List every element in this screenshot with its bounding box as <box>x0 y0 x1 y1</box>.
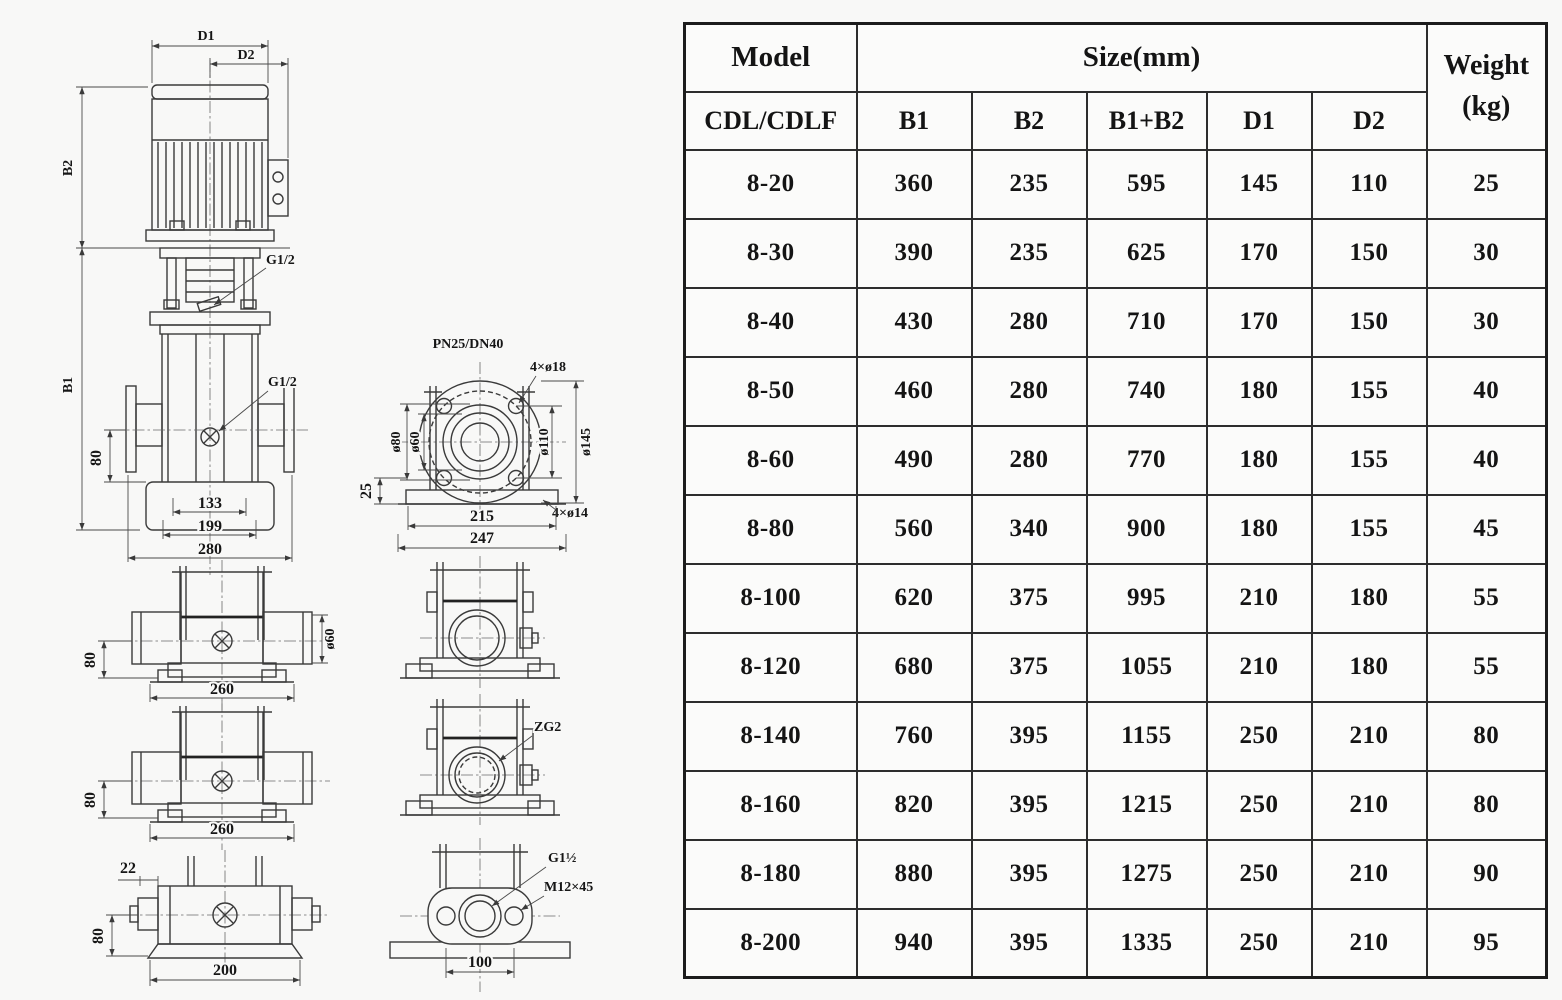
header-weight-unit: (kg) <box>1462 90 1511 122</box>
base-view <box>90 850 330 986</box>
table-cell: 395 <box>972 702 1087 771</box>
table-row <box>685 771 1547 840</box>
dim-280: 280 <box>198 541 222 558</box>
table-row <box>685 495 1547 564</box>
table-row <box>685 426 1547 495</box>
table-row <box>685 288 1547 357</box>
table-cell: 180 <box>1207 495 1312 564</box>
table-header-row-2 <box>685 92 1547 150</box>
table-cell: 560 <box>857 495 972 564</box>
dim-22: 22 <box>120 860 136 877</box>
table-cell: 210 <box>1312 702 1427 771</box>
dim-133: 133 <box>198 495 222 512</box>
table-cell: 80 <box>1427 771 1547 840</box>
port-view-1 <box>400 556 560 688</box>
table-cell: 395 <box>972 840 1087 909</box>
table-cell: 40 <box>1427 426 1547 495</box>
label-m12x45: M12×45 <box>544 880 594 895</box>
table-header-row-1 <box>685 24 1547 92</box>
dim-dia60-row2: ø60 <box>323 628 338 650</box>
table-cell: 95 <box>1427 909 1547 978</box>
port-view-2 <box>400 694 561 825</box>
table-cell: 280 <box>972 426 1087 495</box>
table-cell: 740 <box>1087 357 1207 426</box>
table-cell: 25 <box>1427 150 1547 219</box>
table-cell: 155 <box>1312 357 1427 426</box>
table-cell: 150 <box>1312 288 1427 357</box>
dim-25: 25 <box>358 483 375 499</box>
table-cell: 770 <box>1087 426 1207 495</box>
table-cell: 490 <box>857 426 972 495</box>
header-b2: B2 <box>972 92 1087 150</box>
table-cell: 340 <box>972 495 1087 564</box>
table-cell: 210 <box>1312 771 1427 840</box>
table-cell: 210 <box>1312 909 1427 978</box>
table-cell: 180 <box>1312 633 1427 702</box>
table-cell: 210 <box>1207 564 1312 633</box>
table-cell: 8-30 <box>685 219 857 288</box>
label-g1half: G1½ <box>548 851 577 866</box>
dim-dia60-flange: ø60 <box>408 431 423 453</box>
table-cell: 180 <box>1312 564 1427 633</box>
dim-b1: B1 <box>61 376 76 394</box>
table-cell: 30 <box>1427 288 1547 357</box>
pump-body-view-1 <box>82 560 338 710</box>
dim-80-pump: 80 <box>88 450 105 466</box>
table-cell: 145 <box>1207 150 1312 219</box>
table-cell: 155 <box>1312 426 1427 495</box>
pump-side-view <box>61 29 308 575</box>
table-cell: 395 <box>972 771 1087 840</box>
table-cell: 8-200 <box>685 909 857 978</box>
table-cell: 170 <box>1207 288 1312 357</box>
table-cell: 395 <box>972 909 1087 978</box>
dimension-table <box>683 22 1548 979</box>
table-cell: 250 <box>1207 840 1312 909</box>
table-cell: 250 <box>1207 771 1312 840</box>
dim-260-row2: 260 <box>210 681 234 698</box>
table-row <box>685 219 1547 288</box>
table-row <box>685 633 1547 702</box>
table-row <box>685 702 1547 771</box>
table-cell: 170 <box>1207 219 1312 288</box>
table-cell: 430 <box>857 288 972 357</box>
table-cell: 55 <box>1427 633 1547 702</box>
label-g12-coupling: G1/2 <box>266 253 295 268</box>
table-cell: 360 <box>857 150 972 219</box>
table-cell: 180 <box>1207 357 1312 426</box>
table-cell: 55 <box>1427 564 1547 633</box>
dim-247: 247 <box>470 530 494 547</box>
dim-200: 200 <box>213 962 237 979</box>
table-row <box>685 564 1547 633</box>
table-cell: 940 <box>857 909 972 978</box>
table-cell: 80 <box>1427 702 1547 771</box>
table-cell: 40 <box>1427 357 1547 426</box>
table-row <box>685 840 1547 909</box>
table-cell: 1275 <box>1087 840 1207 909</box>
table-row <box>685 909 1547 978</box>
pump-body-view-2 <box>82 700 330 850</box>
header-cdl-cdlf: CDL/CDLF <box>685 92 857 150</box>
table-cell: 595 <box>1087 150 1207 219</box>
dim-b2: B2 <box>61 159 76 177</box>
table-cell: 460 <box>857 357 972 426</box>
table-cell: 995 <box>1087 564 1207 633</box>
dim-dia110: ø110 <box>537 428 552 456</box>
table-cell: 235 <box>972 150 1087 219</box>
header-model: Model <box>685 24 857 92</box>
oval-flange-view <box>390 838 593 992</box>
dim-80-row3: 80 <box>82 792 99 808</box>
label-base-bolts: 4×ø14 <box>552 506 588 521</box>
table-cell: 210 <box>1312 840 1427 909</box>
flange-detail-view <box>358 337 594 552</box>
table-cell: 680 <box>857 633 972 702</box>
dim-80-row2: 80 <box>82 652 99 668</box>
dim-260-row3: 260 <box>210 821 234 838</box>
table-row <box>685 150 1547 219</box>
table-cell: 710 <box>1087 288 1207 357</box>
table-cell: 210 <box>1207 633 1312 702</box>
table-cell: 8-160 <box>685 771 857 840</box>
table-row <box>685 357 1547 426</box>
table-cell: 8-60 <box>685 426 857 495</box>
dim-100: 100 <box>468 954 492 971</box>
table-cell: 375 <box>972 564 1087 633</box>
technical-drawing <box>0 0 660 1000</box>
table-cell: 900 <box>1087 495 1207 564</box>
dimension-table-wrap <box>683 22 1548 979</box>
table-cell: 8-50 <box>685 357 857 426</box>
label-zg2: ZG2 <box>534 720 562 735</box>
table-cell: 8-80 <box>685 495 857 564</box>
label-g12-drain: G1/2 <box>268 375 297 390</box>
table-cell: 625 <box>1087 219 1207 288</box>
table-cell: 8-20 <box>685 150 857 219</box>
table-cell: 1335 <box>1087 909 1207 978</box>
table-cell: 8-40 <box>685 288 857 357</box>
dim-d1: D1 <box>197 29 215 44</box>
table-cell: 820 <box>857 771 972 840</box>
table-cell: 235 <box>972 219 1087 288</box>
table-cell: 1215 <box>1087 771 1207 840</box>
table-cell: 155 <box>1312 495 1427 564</box>
table-cell: 250 <box>1207 909 1312 978</box>
flange-title: PN25/DN40 <box>432 337 504 352</box>
table-cell: 250 <box>1207 702 1312 771</box>
dim-199: 199 <box>198 518 222 535</box>
label-flange-bolts: 4×ø18 <box>530 360 566 375</box>
header-weight-label: Weight <box>1443 50 1530 82</box>
table-cell: 110 <box>1312 150 1427 219</box>
table-cell: 880 <box>857 840 972 909</box>
dim-dia145: ø145 <box>579 428 594 456</box>
header-d2: D2 <box>1312 92 1427 150</box>
dim-dia80: ø80 <box>389 431 404 453</box>
dim-215: 215 <box>470 508 494 525</box>
header-d1: D1 <box>1207 92 1312 150</box>
header-b1: B1 <box>857 92 972 150</box>
table-cell: 180 <box>1207 426 1312 495</box>
table-cell: 45 <box>1427 495 1547 564</box>
table-cell: 8-120 <box>685 633 857 702</box>
table-cell: 30 <box>1427 219 1547 288</box>
table-cell: 150 <box>1312 219 1427 288</box>
table-cell: 1155 <box>1087 702 1207 771</box>
dim-80-row4: 80 <box>90 928 107 944</box>
table-cell: 8-100 <box>685 564 857 633</box>
table-cell: 8-140 <box>685 702 857 771</box>
table-cell: 760 <box>857 702 972 771</box>
table-cell: 390 <box>857 219 972 288</box>
table-cell: 90 <box>1427 840 1547 909</box>
table-cell: 280 <box>972 288 1087 357</box>
table-cell: 375 <box>972 633 1087 702</box>
header-weight <box>1427 24 1547 150</box>
table-cell: 1055 <box>1087 633 1207 702</box>
dim-d2: D2 <box>237 48 255 63</box>
table-cell: 8-180 <box>685 840 857 909</box>
header-b1b2: B1+B2 <box>1087 92 1207 150</box>
table-cell: 280 <box>972 357 1087 426</box>
table-cell: 620 <box>857 564 972 633</box>
header-size: Size(mm) <box>857 24 1427 92</box>
